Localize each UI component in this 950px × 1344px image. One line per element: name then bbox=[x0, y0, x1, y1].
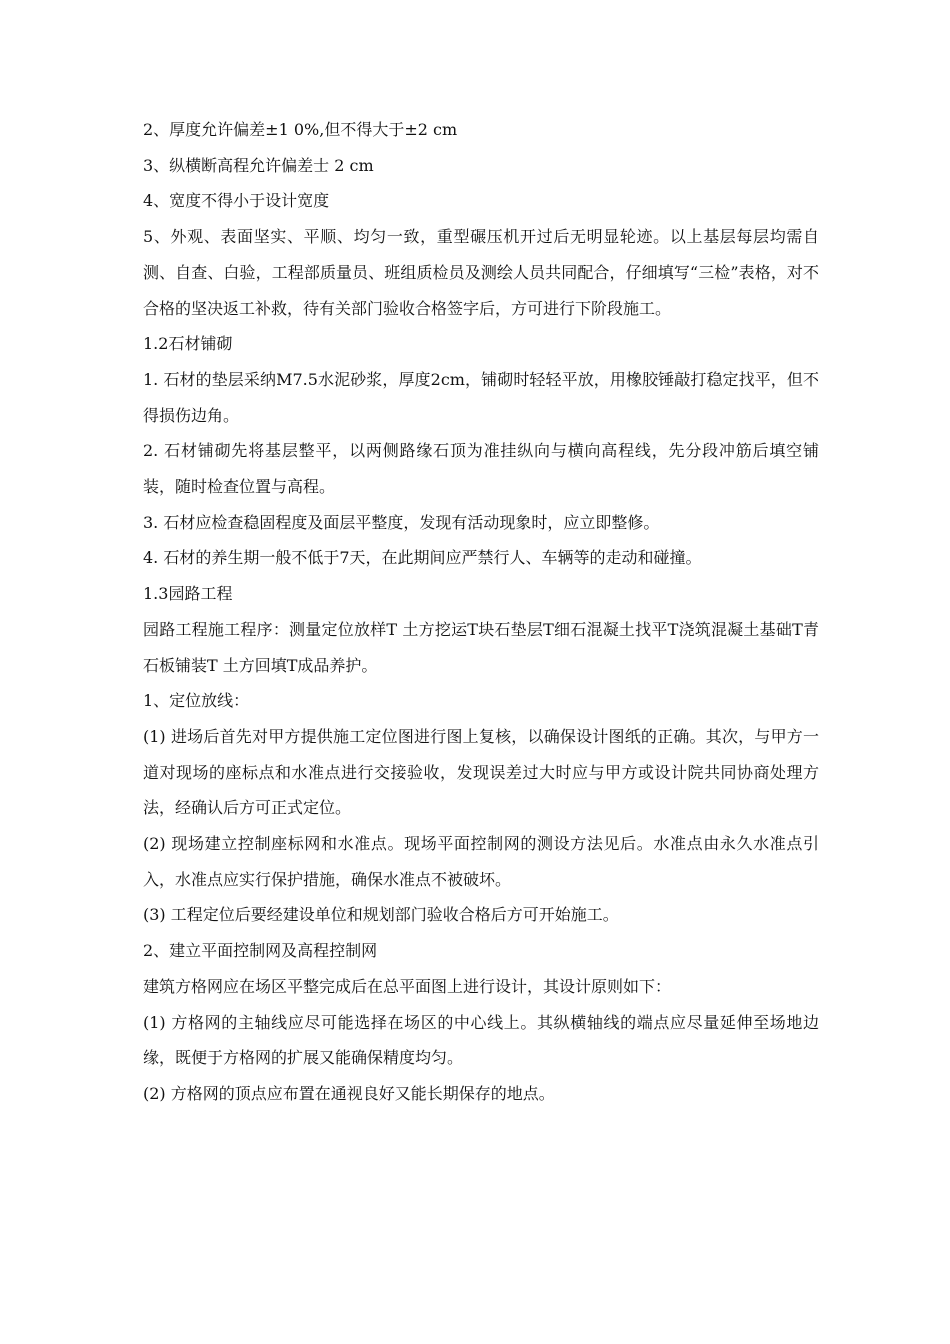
spec-appearance: 5、外观、表面坚实、平顺、均匀一致，重型碾压机开过后无明显轮迹。以上基层每层均需自测、自查、白验，工程部质量员、班组质检员及测绘人员共同配合，仔细填写“三检”表格，对不合格的坚决返工补救，待有关部门验收合格签字后，方可进行下阶段施工。 bbox=[143, 227, 819, 318]
garden-road-procedure: 园路工程施工程序：测量定位放样T 土方挖运T块石垫层T细石混凝土找平T浇筑混凝土基础T青石板铺装T 土方回填T成品养护。 bbox=[143, 619, 819, 675]
spec-elevation-tolerance: 3、纵横断高程允许偏差士 2 cm bbox=[143, 155, 374, 175]
spec-thickness-tolerance: 2、厚度允许偏差±1 0%,但不得大于±2 cm bbox=[143, 120, 458, 139]
subheading-positioning: 1、定位放线： bbox=[143, 691, 250, 711]
stone-step-1: 1. 石材的垫层采纳M7.5水泥砂浆，厚度2cm，铺砌时轻轻平放，用橡胶锤敲打稳定找平，但不得损伤边角。 bbox=[143, 369, 819, 425]
subheading-control-network: 2、建立平面控制网及高程控制网 bbox=[143, 941, 378, 961]
grid-design-intro: 建筑方格网应在场区平整完成后在总平面图上进行设计，其设计原则如下： bbox=[143, 976, 672, 996]
spec-width: 4、宽度不得小于设计宽度 bbox=[143, 191, 330, 211]
stone-step-3: 3. 石材应检查稳固程度及面层平整度，发现有活动现象时，应立即整修。 bbox=[143, 512, 660, 532]
section-heading-stone-paving: 1.2石材铺砌 bbox=[143, 334, 233, 354]
grid-principle-1: (1) 方格网的主轴线应尽可能选择在场区的中心线上。其纵横轴线的端点应尽量延伸至场地边缘，既便于方格网的扩展又能确保精度均匀。 bbox=[143, 1012, 819, 1068]
stone-step-2: 2. 石材铺砌先将基层整平，以两侧路缘石顶为准挂纵向与横向高程线，先分段冲筋后填空铺装，随时检查位置与高程。 bbox=[143, 441, 819, 497]
section-heading-garden-road: 1.3园路工程 bbox=[143, 584, 233, 604]
document-body bbox=[143, 112, 819, 1112]
grid-principle-2: (2) 方格网的顶点应布置在通视良好又能长期保存的地点。 bbox=[143, 1083, 555, 1103]
stone-step-4: 4. 石材的养生期一般不低于7天，在此期间应严禁行人、车辆等的走动和碰撞。 bbox=[143, 548, 702, 568]
positioning-item-3: (3) 工程定位后要经建设单位和规划部门验收合格后方可开始施工。 bbox=[143, 905, 619, 925]
positioning-item-1: (1) 进场后首先对甲方提供施工定位图进行图上复核，以确保设计图纸的正确。其次，与甲方一道对现场的座标点和水准点进行交接验收，发现误差过大时应与甲方或设计院共同协商处理方法，经确认后方可正式定位。 bbox=[143, 726, 819, 818]
positioning-item-2: (2) 现场建立控制座标网和水准点。现场平面控制网的测设方法见后。水准点由永久水准点引入，水准点应实行保护措施，确保水准点不被破坏。 bbox=[143, 834, 819, 889]
